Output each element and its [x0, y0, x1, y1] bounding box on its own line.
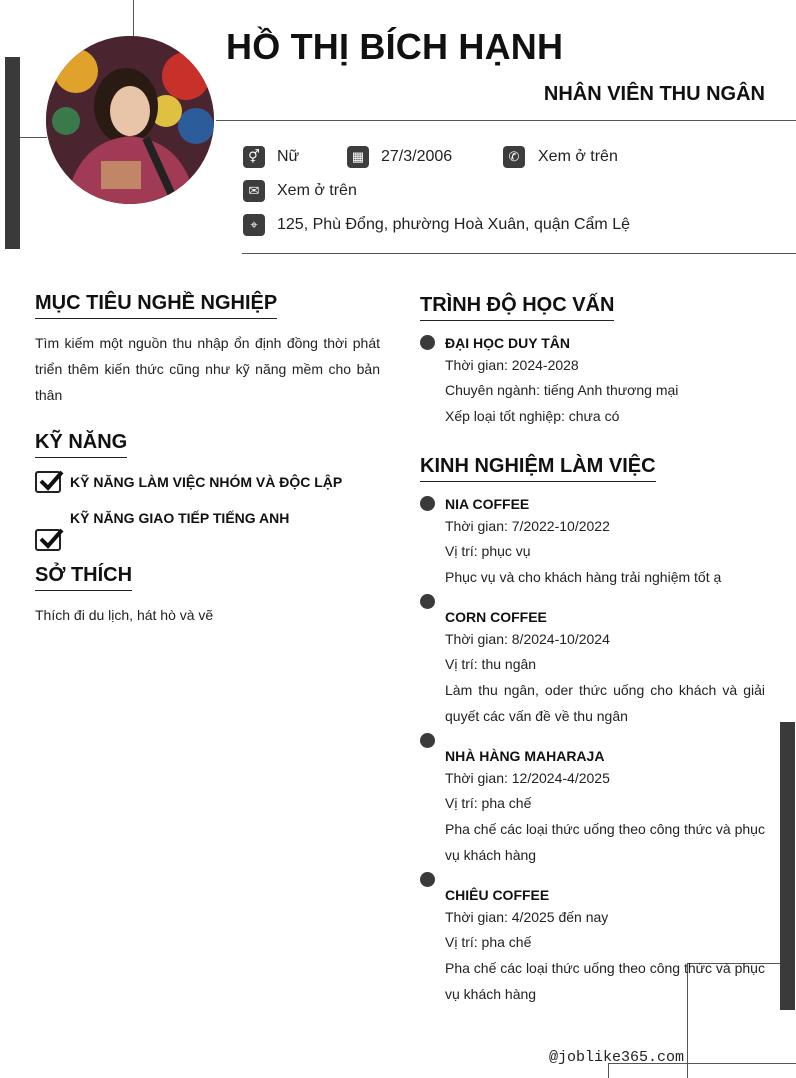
bullet-dot — [420, 335, 435, 350]
education-grade: Xếp loại tốt nghiệp: chưa có — [445, 408, 620, 424]
decor-bar-right — [780, 722, 795, 1010]
objective-text: Tìm kiếm một nguồn thu nhập ổn định đồng thời phát triển thêm kiến thức cũng như kỹ năng mềm cho bản thân — [35, 335, 380, 403]
school-name: ĐẠI HỌC DUY TÂN — [445, 335, 570, 351]
checkbox-icon — [35, 529, 61, 551]
job-company: NHÀ HÀNG MAHARAJA — [445, 748, 605, 764]
job-time: Thời gian: 7/2022-10/2022 — [445, 518, 610, 534]
gender-icon: ⚥ — [243, 146, 265, 168]
profile-photo — [46, 36, 214, 204]
checkbox-icon — [35, 471, 61, 493]
job-description: Làm thu ngân, oder thức uống cho khách và giải quyết các vấn đề về thu ngân — [445, 682, 765, 724]
job-title: NHÂN VIÊN THU NGÂN — [543, 83, 765, 105]
job-company: CORN COFFEE — [445, 609, 547, 625]
skill-item: KỸ NĂNG LÀM VIỆC NHÓM VÀ ĐỘC LẬP — [70, 474, 343, 490]
dob-value: 27/3/2006 — [381, 148, 453, 165]
phone-value: Xem ở trên — [538, 148, 618, 165]
education-title: TRÌNH ĐỘ HỌC VẤN — [420, 294, 614, 321]
hobbies-title: SỞ THÍCH — [35, 564, 132, 591]
bullet-dot — [420, 594, 435, 609]
hobbies-text: Thích đi du lịch, hát hò và vẽ — [35, 607, 214, 623]
bullet-dot — [420, 496, 435, 511]
education-time: Thời gian: 2024-2028 — [445, 357, 579, 373]
gender-value: Nữ — [277, 148, 300, 165]
job-position: Vị trí: thu ngân — [445, 656, 537, 672]
job-time: Thời gian: 12/2024-4/2025 — [445, 770, 610, 786]
job-time: Thời gian: 8/2024-10/2024 — [445, 631, 610, 647]
watermark: @joblike365.com — [549, 1049, 685, 1066]
job-position: Vị trí: phục vụ — [445, 543, 531, 559]
email-value: Xem ở trên — [277, 182, 357, 199]
candidate-name: HỒ THỊ BÍCH HẠNH — [226, 26, 564, 67]
decor-bar-left — [5, 57, 20, 249]
job-description: Pha chế các loại thức uống theo công thức và phục vụ khách hàng — [445, 821, 765, 863]
location-icon: ⌖ — [243, 214, 265, 236]
info-divider — [242, 253, 796, 254]
decor-line — [133, 0, 134, 36]
phone-icon: ✆ — [503, 146, 525, 168]
job-position: Vị trí: pha chế — [445, 934, 532, 950]
job-description: Phục vụ và cho khách hàng trải nghiệm tốt ạ — [445, 569, 722, 585]
job-company: CHIÊU COFFEE — [445, 887, 550, 903]
experience-title: KINH NGHIỆM LÀM VIỆC — [420, 455, 656, 482]
bullet-dot — [420, 733, 435, 748]
skill-item: KỸ NĂNG GIAO TIẾP TIẾNG ANH — [70, 510, 290, 526]
bullet-dot — [420, 872, 435, 887]
address-value: 125, Phù Đổng, phường Hoà Xuân, quận Cẩm Lệ — [277, 216, 630, 233]
education-major: Chuyên ngành: tiếng Anh thương mại — [445, 382, 679, 398]
job-description: Pha chế các loại thức uống theo công thức và phục vụ khách hàng — [445, 960, 765, 1002]
header-divider — [216, 120, 796, 121]
job-position: Vị trí: pha chế — [445, 795, 532, 811]
job-company: NIA COFFEE — [445, 496, 530, 512]
skills-title: KỸ NĂNG — [35, 431, 127, 458]
mail-icon: ✉ — [243, 180, 265, 202]
objective-title: MỤC TIÊU NGHỀ NGHIỆP — [35, 292, 277, 319]
decor-line — [20, 137, 47, 138]
job-time: Thời gian: 4/2025 đến nay — [445, 909, 609, 925]
calendar-icon: ▦ — [347, 146, 369, 168]
